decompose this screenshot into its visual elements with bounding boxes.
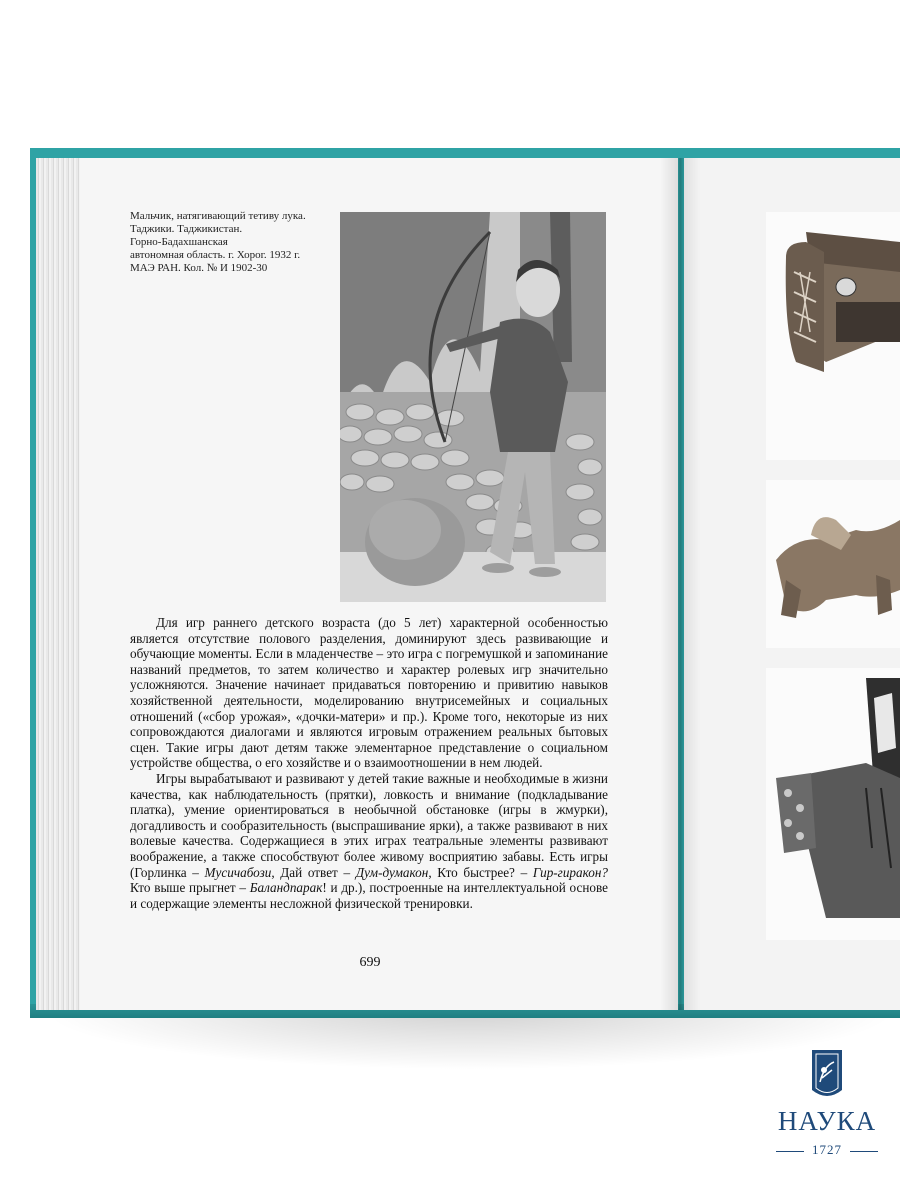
text-span: Игры вырабатывают и развивают у детей такие важные и необходимые в жизни качества, как наблюдательность (прятки), ловкость и внимание (подкладывание платка), умение ориентироваться в необычной обстановке (игры в жмурки), догадливость и сообразительность (выспрашивание ярки), а также развивают в них волевые качества. Содержащиеся в этих играх театральные элементы развивают воображение, а также способствуют более живому восприятию забавы. Есть игры (Горлинка – xyxy=(130,770,608,880)
publisher-name: НАУКА xyxy=(777,1106,877,1136)
text-span: Кто выше прыгнет – xyxy=(130,880,250,896)
photo-caption xyxy=(130,210,330,275)
shield-icon xyxy=(810,1048,844,1102)
game-name: Гир-гиракон? xyxy=(532,864,608,880)
childs-robe-photo xyxy=(766,668,900,940)
game-name: Дум-думакон xyxy=(355,864,429,880)
text-span: , Кто быстрее? – xyxy=(428,864,533,880)
archer-boy-photo xyxy=(340,212,606,602)
paragraph-1: Для игр раннего детского возраста (до 5 лет) характерной особенностью является отсутствие полового разделения, доминируют здесь развивающие и обучающие моменты. Если в младенчестве – это игра с погремушкой и запоминание названий предметов, то затем количество и характер ролевых игр значительно усложняются. Значение начинает придаваться повторению и привитию навыков хозяйственной деятельности, моделированию внутрисемейных и социальных отношений («сбор урожая», «дочки-матери» и пр.). Кроме того, некоторые из них сопровождаются диалогами и являются игровым отражением реальных бытовых сцен. Такие игры дают детям также элементарное представление о социальном устройстве общества, о его хозяйстве и о взаимоотношении в нем людей. xyxy=(130,615,608,771)
publisher-year-row xyxy=(772,1142,882,1160)
wooden-toy-illustration xyxy=(766,480,900,648)
game-name: Баландпарак xyxy=(249,880,323,896)
book-gutter xyxy=(660,158,700,1010)
caption-line: Мальчик, натягивающий тетиву лука. xyxy=(130,210,306,222)
caption-line: Таджики. Таджикистан. xyxy=(130,223,243,235)
caption-line: МАЭ РАН. Кол. № И 1902-30 xyxy=(130,262,268,274)
caption-line: Горно-Бадахшанская xyxy=(130,236,228,248)
cradle-illustration xyxy=(766,212,900,460)
game-name: Мусичабози xyxy=(204,864,272,880)
text-span: ! и др.), построенные на интеллектуальной основе и содержащие элементы несложной физической тренировки. xyxy=(130,880,608,911)
text-span: , Дай ответ – xyxy=(271,864,356,880)
publisher-logo xyxy=(772,1048,882,1168)
page-number: 699 xyxy=(359,955,381,970)
archer-boy-illustration xyxy=(340,212,606,602)
robe-illustration xyxy=(766,668,900,940)
caption-line: автономная область. г. Хорог. 1932 г. xyxy=(130,249,301,261)
publisher-year: 1727 xyxy=(812,1142,842,1157)
divider-line xyxy=(850,1151,878,1152)
page-stack-edges xyxy=(36,158,82,1010)
paragraph-2 xyxy=(130,771,608,911)
wooden-toy-photo xyxy=(766,480,900,648)
book-shadow xyxy=(40,1010,900,1070)
body-text xyxy=(130,615,608,911)
cradle-photo xyxy=(766,212,900,460)
